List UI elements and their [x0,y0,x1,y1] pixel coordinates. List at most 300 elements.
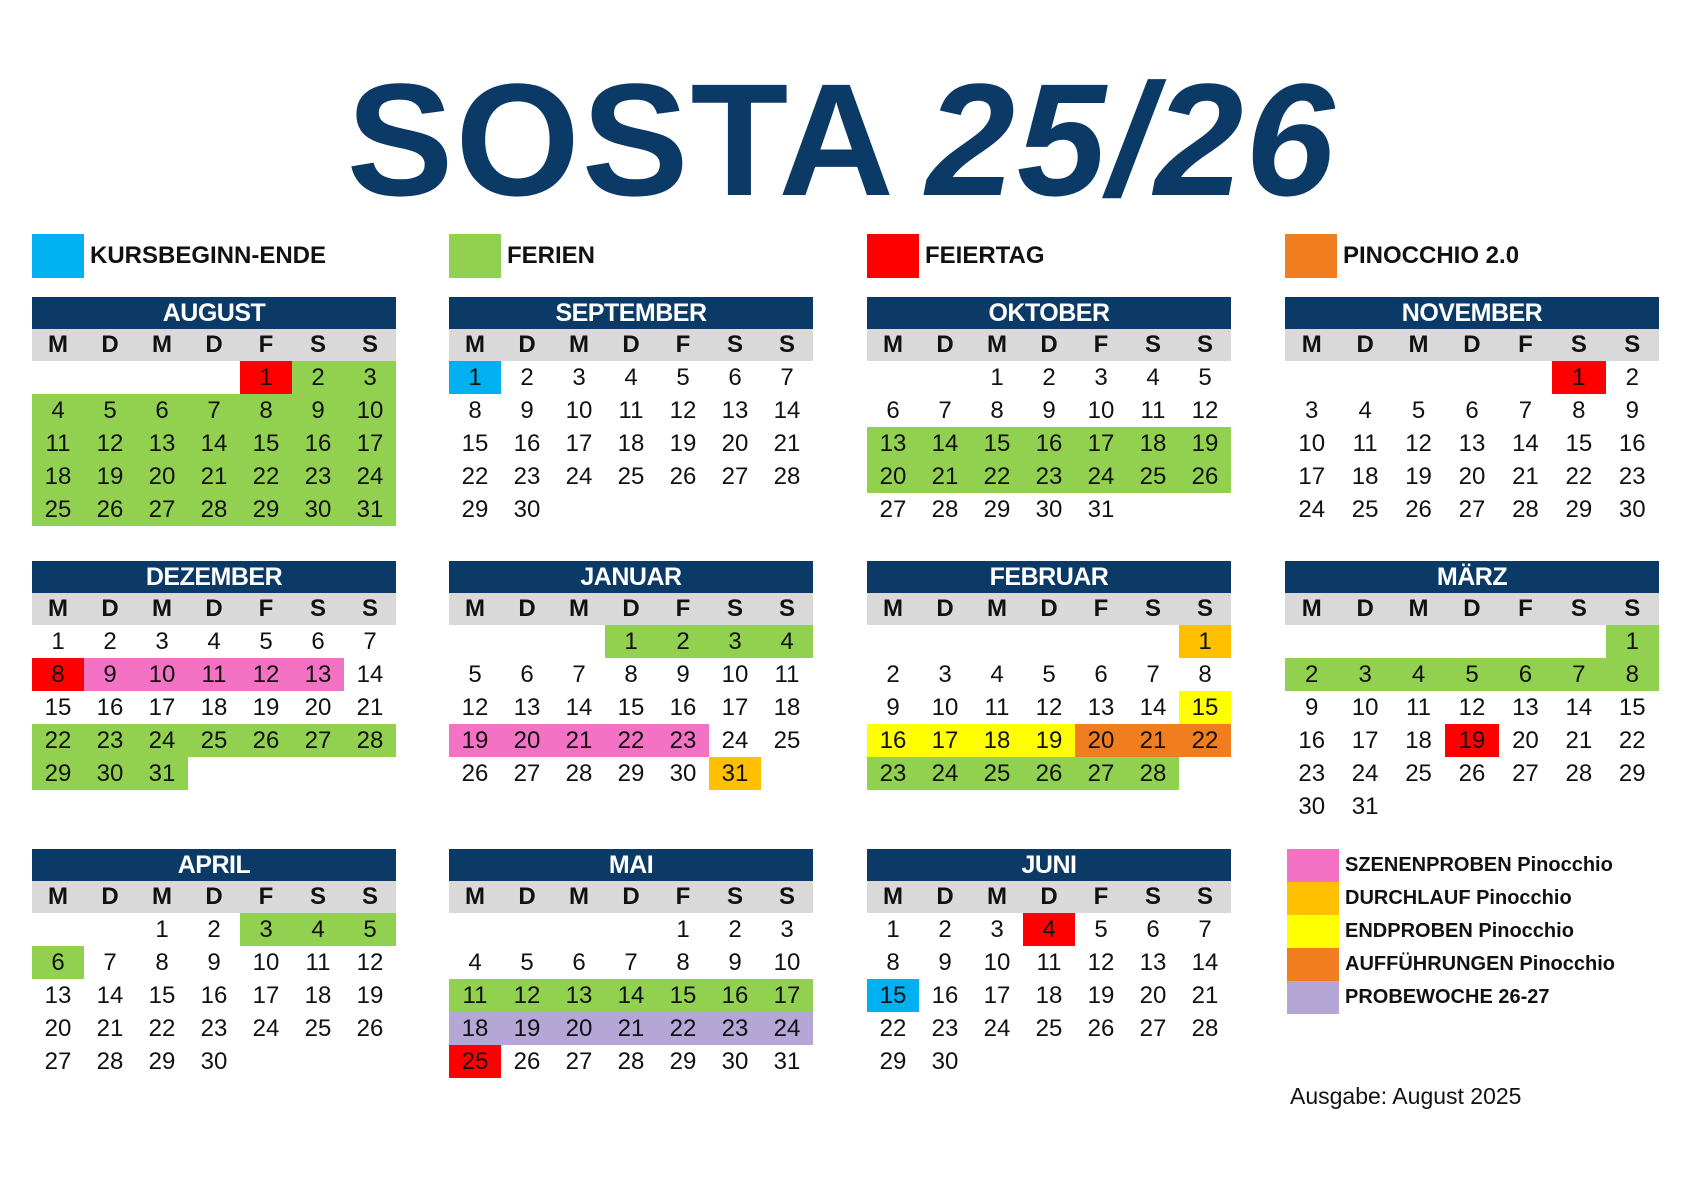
title-main: SOSTA [346,50,896,229]
legend-kursbeginn [32,234,432,278]
weekday-label: S [1144,595,1161,622]
day-grid [32,913,396,1078]
day-cell: 28 [773,463,801,490]
day-cell: 28 [1127,757,1179,790]
day-cell: 15 [1618,694,1646,721]
weekday-header [449,329,813,361]
day-cell: 26 [1405,496,1432,523]
day-cell: 15 [1565,430,1593,457]
month-title: MAI [449,849,813,881]
day-cell: 2 [1625,364,1639,391]
day-cell: 13 [721,397,749,424]
day-cell: 25 [971,757,1023,790]
day-cell: 13 [136,427,188,460]
day-cell: 16 [200,982,228,1009]
empty-cell [919,625,971,658]
day-cell: 22 [148,1015,176,1042]
day-cell: 14 [1512,430,1539,457]
day-cell: 8 [1572,397,1586,424]
day-cell: 29 [240,493,292,526]
empty-cell [1338,625,1391,658]
day-cell: 13 [867,427,919,460]
day-cell: 18 [449,1012,501,1045]
empty-cell [136,361,188,394]
month-august [32,297,396,526]
day-cell: 27 [1139,1015,1167,1042]
day-cell: 25 [1405,760,1432,787]
day-cell: 25 [1127,460,1179,493]
day-cell: 11 [449,979,501,1012]
day-cell: 21 [1512,463,1539,490]
day-cell: 5 [676,364,690,391]
day-cell: 4 [468,949,482,976]
day-cell: 10 [565,397,593,424]
legend-durchlauf [1287,882,1657,915]
day-cell: 1 [155,916,169,943]
day-cell: 11 [618,397,644,424]
day-cell: 27 [44,1048,72,1075]
weekday-label: S [309,595,326,622]
day-cell: 29 [983,496,1011,523]
day-cell: 16 [1298,727,1326,754]
weekday-label: S [309,883,326,910]
day-cell: 30 [721,1048,749,1075]
day-cell: 6 [1465,397,1479,424]
day-cell: 18 [773,694,801,721]
day-cell: 7 [103,949,117,976]
day-cell: 23 [84,724,136,757]
day-cell: 27 [292,724,344,757]
weekday-label: M [48,595,68,622]
day-cell: 25 [773,727,801,754]
day-cell: 9 [676,661,690,688]
weekday-label: D [1463,595,1481,622]
day-cell: 2 [938,916,952,943]
day-cell: 19 [1087,982,1115,1009]
weekday-label: S [1624,595,1641,622]
day-cell: 17 [1298,463,1326,490]
day-cell: 21 [919,460,971,493]
day-cell: 8 [886,949,900,976]
day-cell: 16 [513,430,541,457]
empty-cell [1127,625,1179,658]
day-cell: 23 [709,1012,761,1045]
weekday-label: M [48,883,68,910]
day-cell: 31 [709,757,761,790]
day-cell: 18 [1351,463,1379,490]
day-cell: 31 [136,757,188,790]
day-cell: 20 [501,724,553,757]
day-cell: 11 [32,427,84,460]
day-cell: 13 [1139,949,1167,976]
day-cell: 23 [1618,463,1646,490]
day-cell: 31 [773,1048,801,1075]
day-cell: 27 [1075,757,1127,790]
empty-cell [188,361,240,394]
day-cell: 16 [709,979,761,1012]
weekday-label: M [1301,595,1322,622]
empty-cell [1023,625,1075,658]
day-cell: 25 [188,724,240,757]
day-cell: 17 [919,724,971,757]
legend-swatch [867,234,919,278]
day-cell: 6 [886,397,900,424]
day-cell: 9 [728,949,742,976]
day-cell: 16 [292,427,344,460]
day-cell: 24 [565,463,593,490]
day-cell: 30 [200,1048,228,1075]
day-cell: 9 [207,949,221,976]
weekday-label: F [1093,883,1109,910]
day-cell: 3 [240,913,292,946]
legend-swatch [1287,981,1339,1014]
empty-cell [1499,625,1552,658]
day-cell: 2 [886,661,900,688]
weekday-header [867,881,1231,913]
weekday-label: D [936,595,954,622]
day-cell: 5 [1411,397,1426,424]
weekday-label: S [726,331,743,358]
month-title: JUNI [867,849,1231,881]
day-cell: 4 [207,628,221,655]
day-cell: 18 [1405,727,1432,754]
day-cell: 6 [1146,916,1160,943]
weekday-label: D [622,883,640,910]
empty-cell [1075,625,1127,658]
day-cell: 26 [1179,460,1231,493]
weekday-header [449,593,813,625]
day-cell: 1 [1606,625,1659,658]
empty-cell [1392,361,1445,394]
legend-swatch [32,234,84,278]
day-cell: 28 [1565,760,1593,787]
legend-endproben [1287,915,1657,948]
weekday-label: M [465,331,485,358]
day-cell: 20 [44,1015,72,1042]
day-cell: 5 [1198,364,1212,391]
day-cell: 16 [867,724,919,757]
weekday-label: S [1144,331,1161,358]
day-cell: 14 [773,397,801,424]
day-cell: 30 [1035,496,1063,523]
day-cell: 12 [461,694,489,721]
day-cell: 4 [32,394,84,427]
day-cell: 14 [919,427,971,460]
empty-cell [867,625,919,658]
weekday-label: S [1570,331,1587,358]
day-cell: 29 [148,1048,176,1075]
day-cell: 31 [344,493,396,526]
day-cell: 17 [344,427,396,460]
legend-swatch [1287,915,1339,948]
weekday-label: D [936,331,954,358]
day-cell: 7 [363,628,377,655]
day-cell: 17 [252,982,280,1009]
day-cell: 8 [155,949,169,976]
day-cell: 9 [84,658,136,691]
day-cell: 30 [292,493,344,526]
day-cell: 29 [669,1048,697,1075]
day-cell: 7 [780,364,794,391]
day-cell: 2 [292,361,344,394]
day-cell: 14 [565,694,593,721]
day-cell: 18 [617,430,645,457]
day-cell: 10 [1351,694,1379,721]
day-cell: 6 [136,394,188,427]
weekday-header [1285,329,1659,361]
weekday-label: M [569,595,589,622]
day-cell: 25 [449,1045,501,1078]
day-cell: 12 [501,979,553,1012]
day-cell: 30 [1298,793,1326,820]
day-cell: 17 [761,979,813,1012]
legend-swatch [1285,234,1337,278]
legend-label: KURSBEGINN-ENDE [90,242,327,269]
day-cell: 31 [1087,496,1115,523]
weekday-header [449,881,813,913]
day-cell: 11 [1140,397,1166,424]
day-cell: 5 [468,661,482,688]
day-cell: 29 [1618,760,1646,787]
day-cell: 27 [1458,496,1486,523]
weekday-label: S [778,883,795,910]
day-cell: 28 [188,493,240,526]
day-cell: 17 [565,430,593,457]
day-cell: 24 [252,1015,280,1042]
empty-cell [1338,361,1391,394]
day-cell: 22 [240,460,292,493]
day-cell: 27 [513,760,541,787]
day-cell: 4 [1023,913,1075,946]
month-juni [867,849,1231,1078]
legend-feiertag [867,234,1267,278]
weekday-label: S [1196,883,1213,910]
day-cell: 19 [1445,724,1498,757]
day-cell: 8 [676,949,690,976]
day-cell: 25 [1351,496,1379,523]
weekday-label: F [1093,595,1109,622]
day-cell: 18 [1127,427,1179,460]
legend-label: FEIERTAG [925,242,1045,269]
day-cell: 10 [136,658,188,691]
day-cell: 26 [461,760,489,787]
weekday-label: S [726,883,743,910]
day-cell: 4 [1358,397,1372,424]
legend-probewoche [1287,981,1657,1014]
day-cell: 22 [1565,463,1593,490]
day-cell: 7 [1198,916,1212,943]
day-cell: 15 [1179,691,1231,724]
day-cell: 26 [240,724,292,757]
weekday-label: D [622,595,640,622]
day-cell: 12 [84,427,136,460]
weekday-label: D [205,331,223,358]
day-cell: 29 [461,496,489,523]
day-cell: 20 [867,460,919,493]
legend-swatch [1287,882,1339,915]
day-cell: 5 [259,628,273,655]
day-cell: 10 [1298,430,1326,457]
day-cell: 21 [188,460,240,493]
day-cell: 28 [344,724,396,757]
day-cell: 10 [721,661,749,688]
day-cell: 22 [657,1012,709,1045]
day-cell: 26 [1458,760,1486,787]
empty-cell [971,625,1023,658]
day-grid [449,361,813,526]
legend-label: AUFFÜHRUNGEN Pinocchio [1345,953,1615,975]
day-cell: 15 [657,979,709,1012]
month-title: SEPTEMBER [449,297,813,329]
empty-cell [1285,625,1338,658]
day-cell: 20 [1512,727,1539,754]
weekday-label: D [1463,331,1481,358]
weekday-label: M [48,331,68,358]
day-cell: 22 [1618,727,1646,754]
day-cell: 26 [1087,1015,1115,1042]
legend-label: PROBEWOCHE 26-27 [1345,986,1550,1008]
day-cell: 27 [565,1048,593,1075]
day-cell: 8 [240,394,292,427]
day-cell: 21 [605,1012,657,1045]
weekday-label: D [101,595,119,622]
day-cell: 22 [1179,724,1231,757]
day-grid [449,625,813,790]
weekday-header [867,593,1231,625]
day-cell: 12 [240,658,292,691]
day-cell: 1 [51,628,65,655]
day-cell: 16 [1618,430,1646,457]
day-cell: 9 [1042,397,1056,424]
weekday-label: F [1093,331,1109,358]
legend-label: SZENENPROBEN Pinocchio [1345,854,1613,876]
day-cell: 8 [624,661,638,688]
weekday-label: F [1518,331,1533,358]
legend-ferien [449,234,849,278]
weekday-label: D [101,883,119,910]
day-cell: 25 [32,493,84,526]
day-cell: 19 [501,1012,553,1045]
day-cell: 21 [773,430,801,457]
day-cell: 11 [1406,694,1432,721]
day-cell: 9 [1625,397,1639,424]
weekday-label: M [465,595,485,622]
day-cell: 26 [513,1048,541,1075]
legend-auffuehrungen [1287,948,1657,981]
day-cell: 1 [1179,625,1231,658]
day-cell: 7 [938,397,952,424]
day-cell: 7 [572,661,586,688]
day-cell: 28 [1191,1015,1219,1042]
month-mai [449,849,813,1078]
day-cell: 18 [971,724,1023,757]
day-cell: 27 [879,496,907,523]
day-cell: 14 [96,982,124,1009]
weekday-label: S [778,595,795,622]
month-november [1285,297,1659,526]
day-cell: 15 [148,982,176,1009]
weekday-label: D [518,883,536,910]
day-cell: 6 [520,661,534,688]
empty-cell [1552,625,1605,658]
day-cell: 2 [657,625,709,658]
day-cell: 27 [136,493,188,526]
day-cell: 3 [990,916,1004,943]
day-cell: 14 [1139,694,1167,721]
day-cell: 26 [356,1015,384,1042]
weekday-label: S [361,331,378,358]
day-cell: 23 [1298,760,1326,787]
weekday-label: M [569,883,589,910]
empty-cell [501,913,553,946]
day-cell: 31 [1351,793,1379,820]
month-title: FEBRUAR [867,561,1231,593]
day-cell: 5 [520,949,534,976]
day-cell: 6 [1499,658,1552,691]
day-cell: 19 [1023,724,1075,757]
day-cell: 1 [676,916,690,943]
day-cell: 21 [553,724,605,757]
weekday-header [1285,593,1659,625]
day-cell: 7 [1146,661,1160,688]
day-cell: 3 [709,625,761,658]
weekday-label: D [205,883,223,910]
day-cell: 10 [931,694,959,721]
weekday-label: M [1301,331,1322,358]
weekday-label: M [1408,331,1429,358]
day-cell: 6 [311,628,325,655]
weekday-label: F [258,331,274,358]
empty-cell [1392,625,1445,658]
weekday-label: D [518,595,536,622]
day-cell: 17 [1075,427,1127,460]
day-cell: 27 [1512,760,1539,787]
legend-label: DURCHLAUF Pinocchio [1345,887,1572,909]
legend-pinocchio [1285,234,1665,278]
weekday-label: S [1570,595,1587,622]
weekday-label: D [518,331,536,358]
empty-cell [1445,625,1498,658]
day-cell: 9 [292,394,344,427]
weekday-label: D [101,331,119,358]
day-cell: 23 [200,1015,228,1042]
title-year: 25/26 [925,50,1337,229]
day-cell: 4 [1146,364,1160,391]
day-cell: 12 [669,397,697,424]
day-cell: 19 [1179,427,1231,460]
day-cell: 30 [669,760,697,787]
day-cell: 24 [761,1012,813,1045]
day-cell: 16 [1023,427,1075,460]
day-cell: 5 [1094,916,1108,943]
day-cell: 30 [1618,496,1646,523]
day-cell: 24 [721,727,749,754]
day-cell: 25 [1035,1015,1063,1042]
day-cell: 12 [1458,694,1486,721]
day-grid [32,361,396,526]
weekday-label: F [675,331,691,358]
day-cell: 2 [520,364,534,391]
day-cell: 28 [931,496,959,523]
day-cell: 19 [84,460,136,493]
day-cell: 11 [1352,430,1378,457]
day-cell: 9 [938,949,952,976]
day-cell: 4 [292,913,344,946]
month-title: MÄRZ [1285,561,1659,593]
day-cell: 8 [32,658,84,691]
day-cell: 6 [1094,661,1108,688]
day-cell: 19 [1405,463,1432,490]
